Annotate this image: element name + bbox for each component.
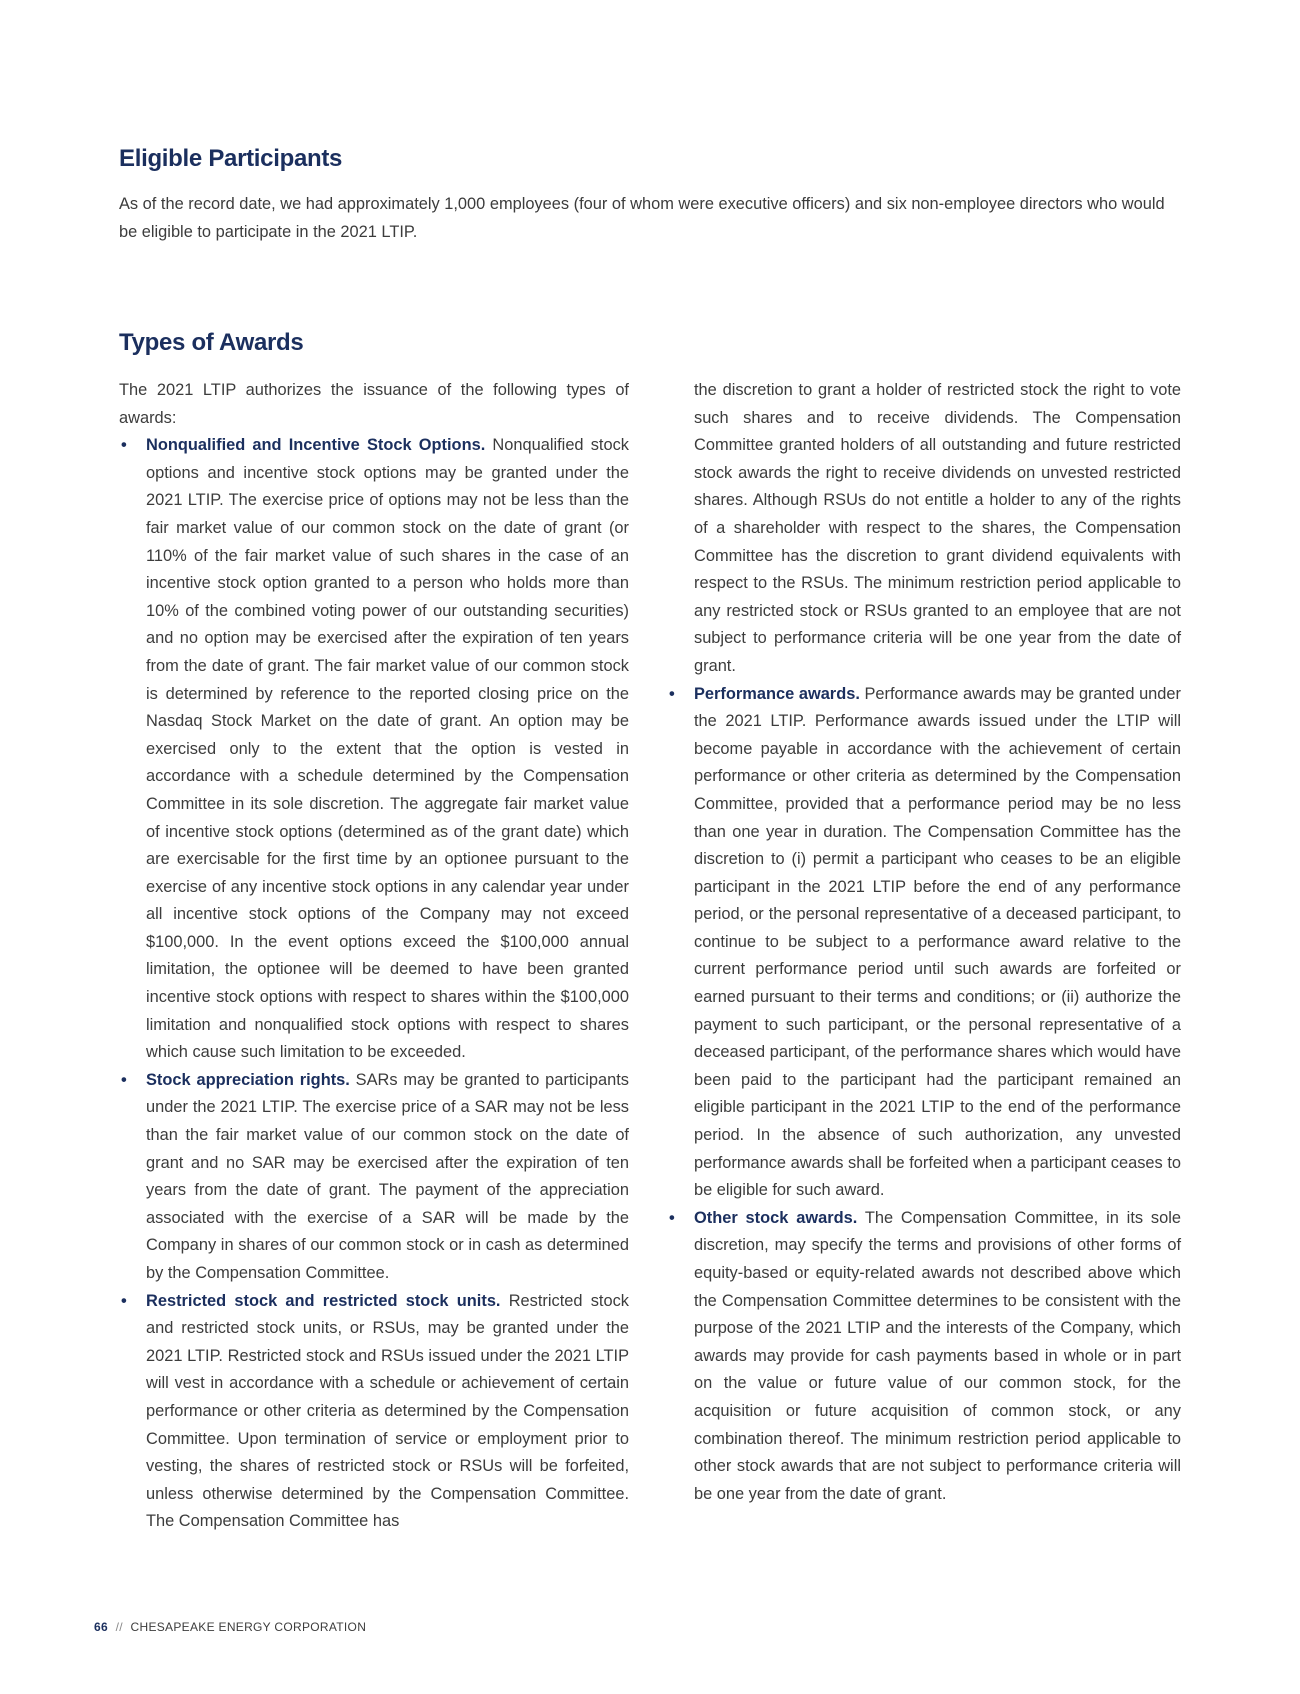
list-item-restricted-stock bbox=[119, 1288, 629, 1536]
bullet-icon: • bbox=[669, 1208, 675, 1227]
page-number: 66 bbox=[94, 1620, 108, 1634]
section-heading-types-of-awards: Types of Awards bbox=[119, 329, 304, 356]
bullet-text: Performance awards may be granted under the 2021 LTIP. Performance awards issued under the LTIP will become payable in accordance with the achievement of certain performance or other criteria as determined by the Compensation Committee, provided that a performance period may be no less than one year in duration. The Compensation Committee has the discretion to (i) permit a participant who ceases to be an eligible participant in the 2021 LTIP before the end of any performance period, or the personal representative of a deceased participant, to continue to be subject to a performance award relative to the current performance period until such awards are forfeited or earned pursuant to their terms and conditions; or (ii) authorize the payment to such participant, or the personal representative of a deceased participant, of the performance shares which would have been paid to the participant had the participant remained an eligible participant in the 2021 LTIP to the end of the performance period. In the absence of such authorization, any unvested performance awards shall be forfeited when a participant ceases to be eligible for such award. bbox=[694, 684, 1181, 1200]
bullet-icon: • bbox=[121, 436, 127, 455]
bullet-text: Restricted stock and restricted stock units, or RSUs, may be granted under the 2021 LTIP. Restricted stock and RSUs issued under the 2021 LTIP will vest in accordance with a schedule or achievement of certain performance or other criteria as determined by the Compensation Committee. Upon termination of service or employment prior to vesting, the shares of restricted stock or RSUs will be forfeited, unless otherwise determined by the Compensation Committee. The Compensation Committee has bbox=[146, 1291, 629, 1531]
bullet-term: Nonqualified and Incentive Stock Options. bbox=[146, 436, 486, 455]
eligible-participants-paragraph: As of the record date, we had approximately 1,000 employees (four of whom were executive officers) and six non-employee directors who would be eligible to participate in the 2021 LTIP. bbox=[119, 195, 1165, 241]
list-item-other-stock-awards bbox=[667, 1205, 1181, 1509]
list-item-stock-appreciation-rights bbox=[119, 1067, 629, 1288]
section-heading-eligible-participants: Eligible Participants bbox=[119, 145, 343, 172]
company-name: CHESAPEAKE ENERGY CORPORATION bbox=[130, 1620, 367, 1634]
list-item-stock-options bbox=[119, 432, 629, 1067]
bullet-text: Nonqualified stock options and incentive stock options may be granted under the 2021 LTIP. The exercise price of options may not be less than the fair market value of our common stock on the date of grant (or 110% of the fair market value of such shares in the case of an incentive stock option granted to a person who holds more than 10% of the combined voting power of our outstanding securities) and no option may be exercised after the expiration of ten years from the date of grant. The fair market value of our common stock is determined by reference to the reported closing price on the Nasdaq Stock Market on the date of grant. An option may be exercised only to the extent that the option is vested in accordance with a schedule determined by the Compensation Committee in its sole discretion. The aggregate fair market value of incentive stock options (determined as of the grant date) which are exercisable for the first time by an optionee pursuant to the exercise of any incentive stock options in any calendar year under all incentive stock options of the Company may not exceed $100,000. In the event options exceed the $100,000 annual limitation, the optionee will be deemed to have been granted incentive stock options with respect to shares within the $100,000 limitation and nonqualified stock options with respect to shares which cause such limitation to be exceeded. bbox=[146, 436, 629, 1062]
bullet-term: Performance awards. bbox=[694, 684, 860, 703]
types-intro-paragraph: The 2021 LTIP authorizes the issuance of the following types of awards: bbox=[119, 381, 629, 427]
bullet-term: Restricted stock and restricted stock units. bbox=[146, 1291, 501, 1310]
bullet-term: Stock appreciation rights. bbox=[146, 1070, 350, 1089]
page-footer bbox=[94, 1620, 366, 1634]
bullet-icon: • bbox=[121, 1291, 127, 1310]
bullet-term: Other stock awards. bbox=[694, 1208, 858, 1227]
bullet-text: The Compensation Committee, in its sole discretion, may specify the terms and provisions of other forms of equity-based or equity-related awards not described above which the Compensation Committee determines to be consistent with the purpose of the 2021 LTIP and the interests of the Company, which awards may provide for cash payments based in whole or in part on the value or future value of our common stock, for the acquisition or future acquisition of common stock, or any combination thereof. The minimum restriction period applicable to other stock awards that are not subject to performance criteria will be one year from the date of grant. bbox=[694, 1208, 1181, 1503]
bullet-icon: • bbox=[121, 1070, 127, 1089]
footer-separator: // bbox=[115, 1620, 123, 1634]
right-column bbox=[669, 377, 1181, 1508]
list-item-performance-awards bbox=[667, 681, 1181, 1205]
bullet-icon: • bbox=[669, 684, 675, 703]
left-column bbox=[119, 377, 629, 1536]
bullet-text: SARs may be granted to participants under the 2021 LTIP. The exercise price of a SAR may not be less than the fair market value of our common stock on the date of grant and no SAR may be exercised after the expiration of ten years from the date of grant. The payment of the appreciation associated with the exercise of a SAR will be made by the Company in shares of our common stock or in cash as determined by the Compensation Committee. bbox=[146, 1070, 629, 1282]
restricted-stock-continuation: the discretion to grant a holder of restricted stock the right to vote such shares and to receive dividends. The Compensation Committee granted holders of all outstanding and future restricted stock awards the right to receive dividends on unvested restricted shares. Although RSUs do not entitle a holder to any of the rights of a shareholder with respect to the shares, the Compensation Committee has the discretion to grant dividend equivalents with respect to the RSUs. The minimum restriction period applicable to any restricted stock or RSUs granted to an employee that are not subject to performance criteria will be one year from the date of grant. bbox=[694, 381, 1181, 675]
